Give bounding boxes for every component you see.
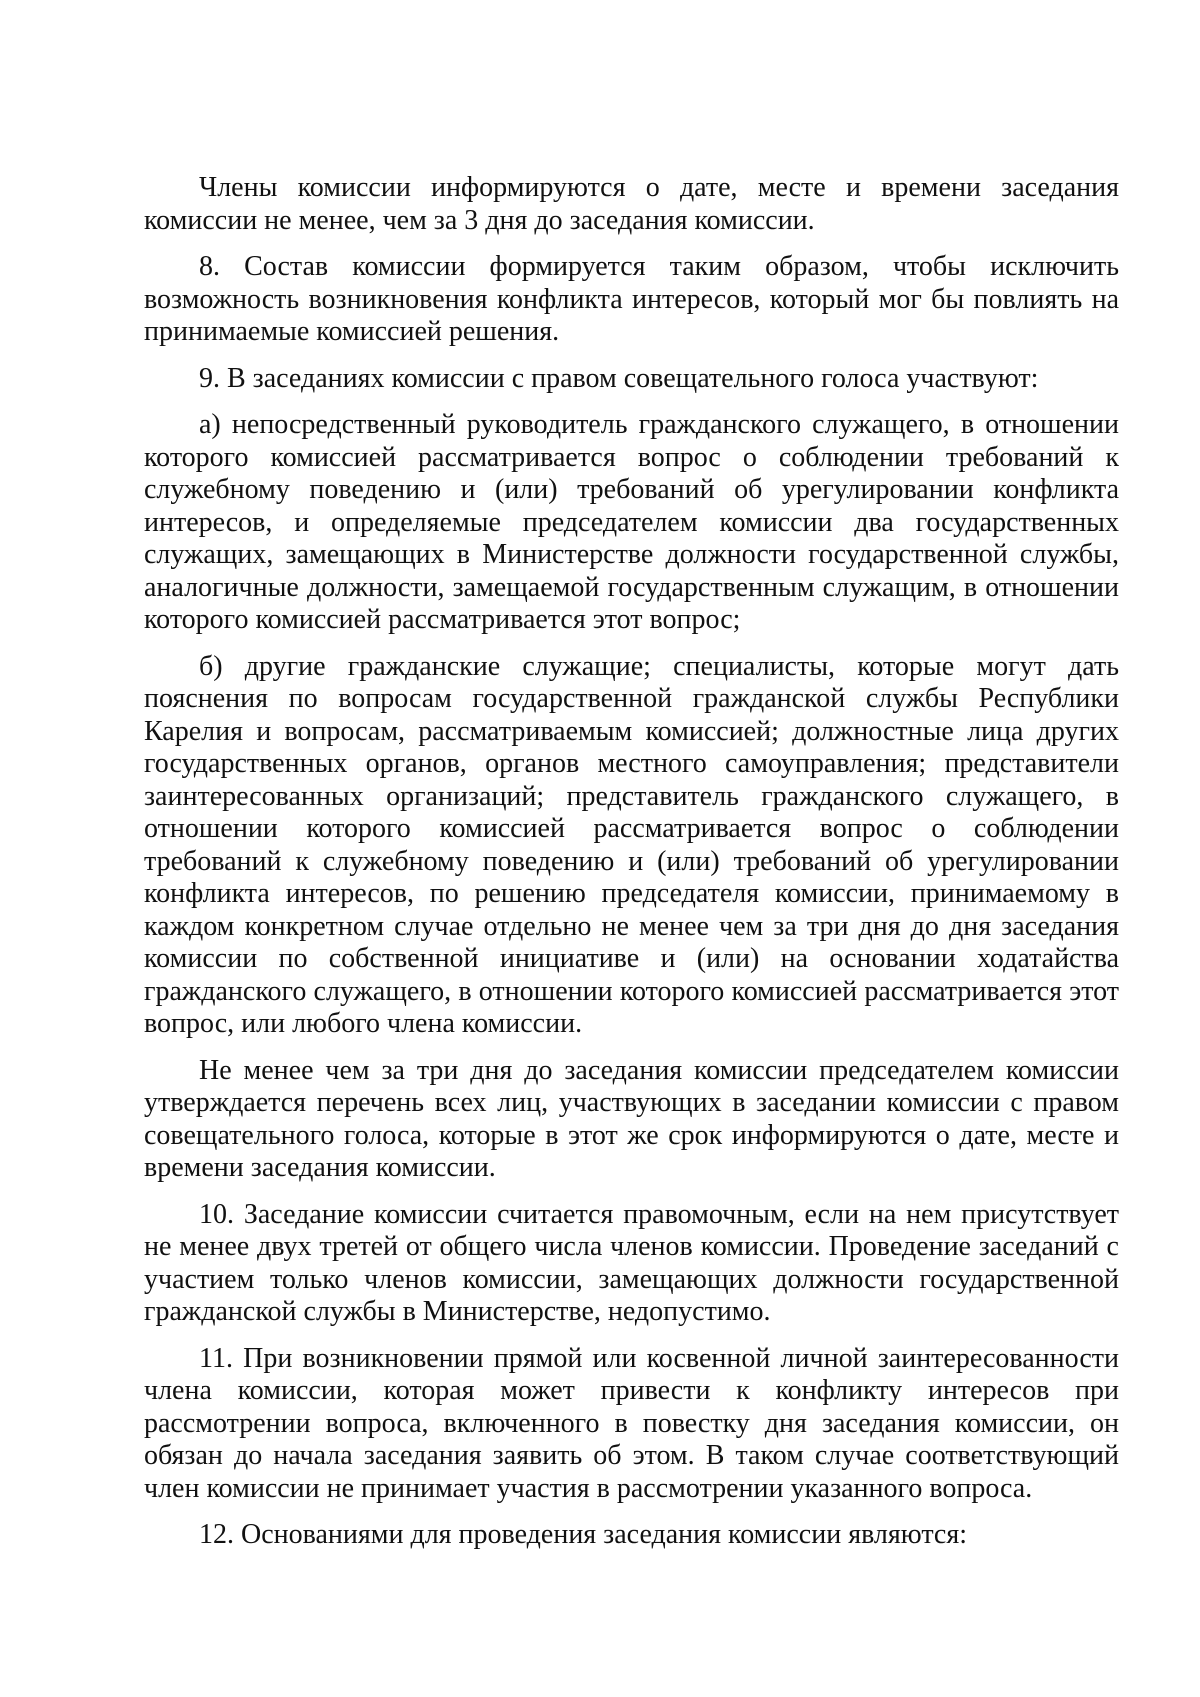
paragraph-9b: б) другие гражданские служащие; специалисты, которые могут дать пояснения по вопросам государственной гражданской службы Республики Карелия и вопросам, рассматриваемым комиссией; должностные лица других государственных органов, органов местного самоуправления; представители заинтересованных организаций; представитель гражданского служащего, в отношении которого комиссией рассматривается вопрос о соблюдении требований к служебному поведению и (или) требований об урегулировании конфликта интересов, по решению председателя комиссии, принимаемому в каждом конкретном случае отдельно не менее чем за три дня до дня заседания комиссии по собственной инициативе и (или) на основании ходатайства гражданского служащего, в отношении которого комиссией рассматривается этот вопрос, или любого члена комиссии. <box>144 650 1119 1039</box>
paragraph-12: 12. Основаниями для проведения заседания комиссии являются: <box>199 1519 967 1550</box>
paragraph-11: 11. При возникновении прямой или косвенной личной заинтересованности члена комиссии, которая может привести к конфликту интересов при рассмотрении вопроса, включенного в повестку дня заседания комиссии, он обязан до начала заседания заявить об этом. В таком случае соответствующий член комиссии не принимает участия в рассмотрении указанного вопроса. <box>144 1342 1119 1504</box>
paragraph-8: 8. Состав комиссии формируется таким образом, чтобы исключить возможность возникновения конфликта интересов, который мог бы повлиять на принимаемые комиссией решения. <box>144 251 1119 347</box>
paragraph-participants-list: Не менее чем за три дня до заседания комиссии председателем комиссии утверждается перечень всех лиц, участвующих в заседании комиссии с правом совещательного голоса, которые в этот же срок информируются о дате, месте и времени заседания комиссии. <box>144 1054 1119 1183</box>
document-page <box>144 172 1119 1566</box>
paragraph-10: 10. Заседание комиссии считается правомочным, если на нем присутствует не менее двух третей от общего числа членов комиссии. Проведение заседаний с участием только членов комиссии, замещающих должности государственной гражданской службы в Министерстве, недопустимо. <box>144 1198 1119 1327</box>
paragraph-notification: Члены комиссии информируются о дате, месте и времени заседания комиссии не менее, чем за 3 дня до заседания комиссии. <box>144 172 1119 236</box>
paragraph-9: 9. В заседаниях комиссии с правом совещательного голоса участвуют: <box>199 362 1039 394</box>
paragraph-9a: а) непосредственный руководитель гражданского служащего, в отношении которого комиссией рассматривается вопрос о соблюдении требований к служебному поведению и (или) требований об урегулировании конфликта интересов, и определяемые председателем комиссии два государственных служащих, замещающих в Министерстве должности государственной службы, аналогичные должности, замещаемой государственным служащим, в отношении которого комиссией рассматривается этот вопрос; <box>144 409 1119 635</box>
